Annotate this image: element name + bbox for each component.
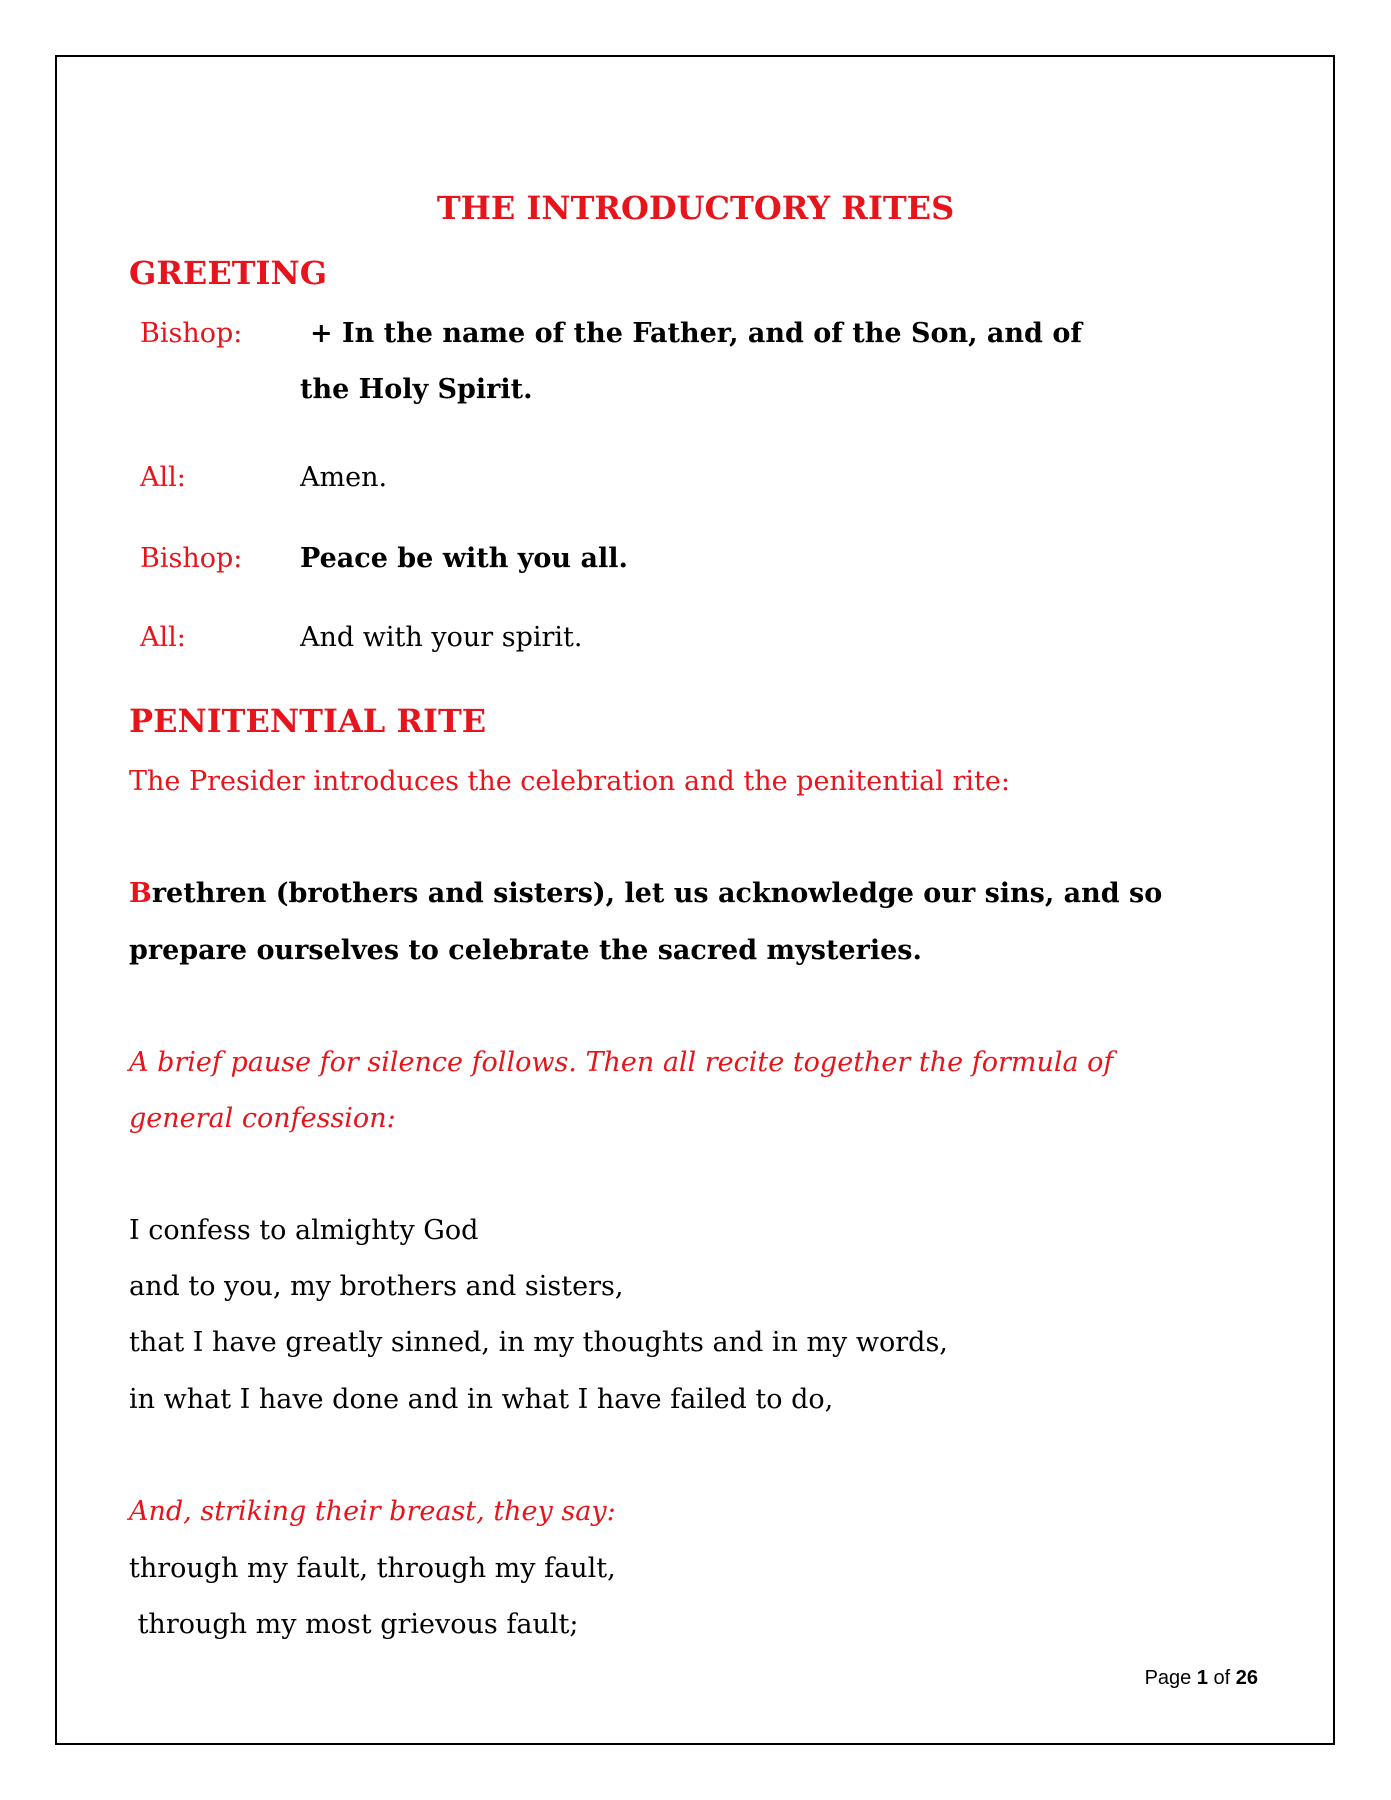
greeting-text: Peace be with you all. [300,543,628,574]
penitential-heading: PENITENTIAL RITE [129,702,487,740]
confiteor-line: I confess to almighty God [129,1215,479,1246]
confiteor-line: that I have greatly sinned, in my thoughts and in my words, [129,1327,948,1358]
page-label: Page [1144,1667,1197,1689]
invitation-line [129,874,1162,914]
rubric: The Presider introduces the celebration and the penitential rite: [129,766,1010,797]
invitation-text: rethren (brothers and sisters), let us acknowledge our sins, and so [151,878,1163,909]
drop-initial: B [129,878,152,909]
page-current: 1 [1196,1667,1208,1689]
response-text: Amen. [300,462,388,493]
greeting-heading: GREETING [129,254,328,292]
confiteor-line: and to you, my brothers and sisters, [129,1271,624,1302]
greeting-text: + In the name of the Father, and of the Son, and of [310,318,1082,349]
speaker-label: All: [140,462,186,493]
speaker-label: Bishop: [140,543,243,574]
speaker-label: Bishop: [140,318,243,349]
confiteor-line: through my most grievous fault; [129,1609,579,1640]
rubric-italic: general confession: [129,1103,396,1134]
greeting-text-cont: the Holy Spirit. [300,374,533,405]
invitation-line: prepare ourselves to celebrate the sacred mysteries. [129,935,922,966]
rubric-italic: A brief pause for silence follows. Then all recite together the formula of [129,1047,1114,1078]
response-text: And with your spirit. [300,622,583,653]
page-number [1145,1666,1258,1690]
of-label: of [1207,1667,1236,1689]
confiteor-line: in what I have done and in what I have failed to do, [129,1384,834,1415]
page-title: THE INTRODUCTORY RITES [436,189,955,227]
rubric-italic: And, striking their breast, they say: [129,1496,616,1527]
confiteor-line: through my fault, through my fault, [129,1553,616,1584]
page-total: 26 [1235,1667,1258,1689]
speaker-label: All: [140,622,186,653]
